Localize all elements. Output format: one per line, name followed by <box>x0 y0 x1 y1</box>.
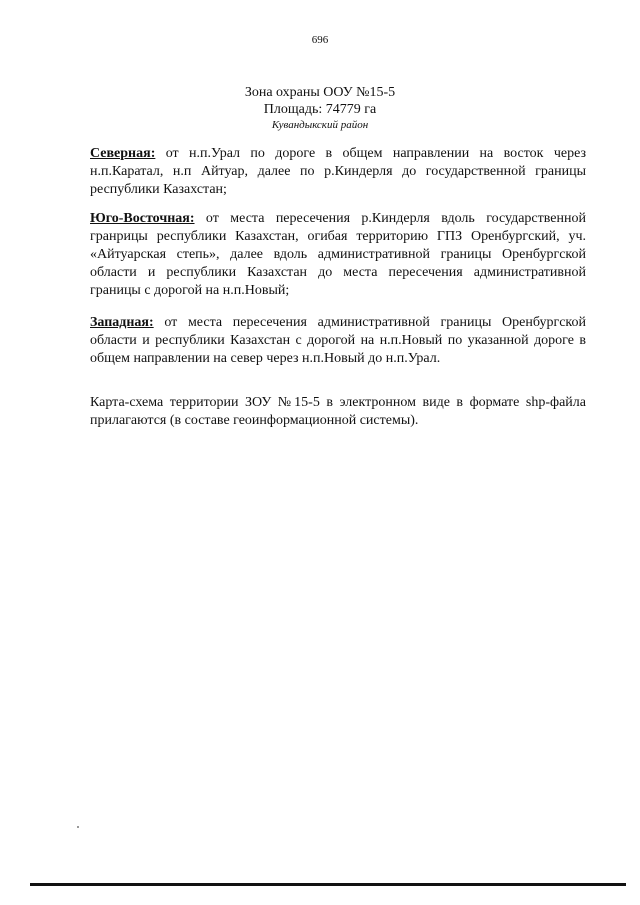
boundary-southeast-text: от места пересечения р.Киндерля вдоль государственной гранрицы республики Казахстан, огибая территорию ГПЗ Оренбургский, уч. «Айтуарская степь», далее вдоль административной границы Оренбургской области и республики Казахстан до места пересечения административной границы с дорогой на н.п.Новый; <box>90 211 586 298</box>
page-number: 696 <box>311 34 329 46</box>
boundary-southeast-label: Юго-Восточная: <box>90 211 195 226</box>
boundary-west-text: от места пересечения административной границы Оренбургской области и республики Казахстан с дорогой на н.п.Новый по указанной дороге в общем направлении на север через н.п.Новый до н.п.Урал. <box>90 315 586 366</box>
zone-title: Зона охраны ООУ №15-5 <box>244 85 396 100</box>
boundary-north <box>90 145 586 199</box>
map-note: Карта-схема территории ЗОУ №15-5 в электронном виде в формате shp-файла прилагаются (в составе геоинформационной системы). <box>90 395 586 428</box>
boundary-north-label: Северная: <box>90 146 156 161</box>
boundary-west <box>90 314 586 368</box>
bottom-rule <box>30 883 626 886</box>
document-header <box>0 84 640 132</box>
zone-area: Площадь: 74779 га <box>263 102 377 117</box>
boundary-southeast <box>90 210 586 300</box>
boundary-north-text: от н.п.Урал по дороге в общем направлении на восток через н.п.Каратал, н.п Айтуар, далее по р.Киндерля до государственной границы республики Казахстан; <box>90 146 586 197</box>
district-name: Кувандыкский район <box>271 119 369 131</box>
boundary-west-label: Западная: <box>90 315 154 330</box>
scan-speck <box>77 826 79 828</box>
